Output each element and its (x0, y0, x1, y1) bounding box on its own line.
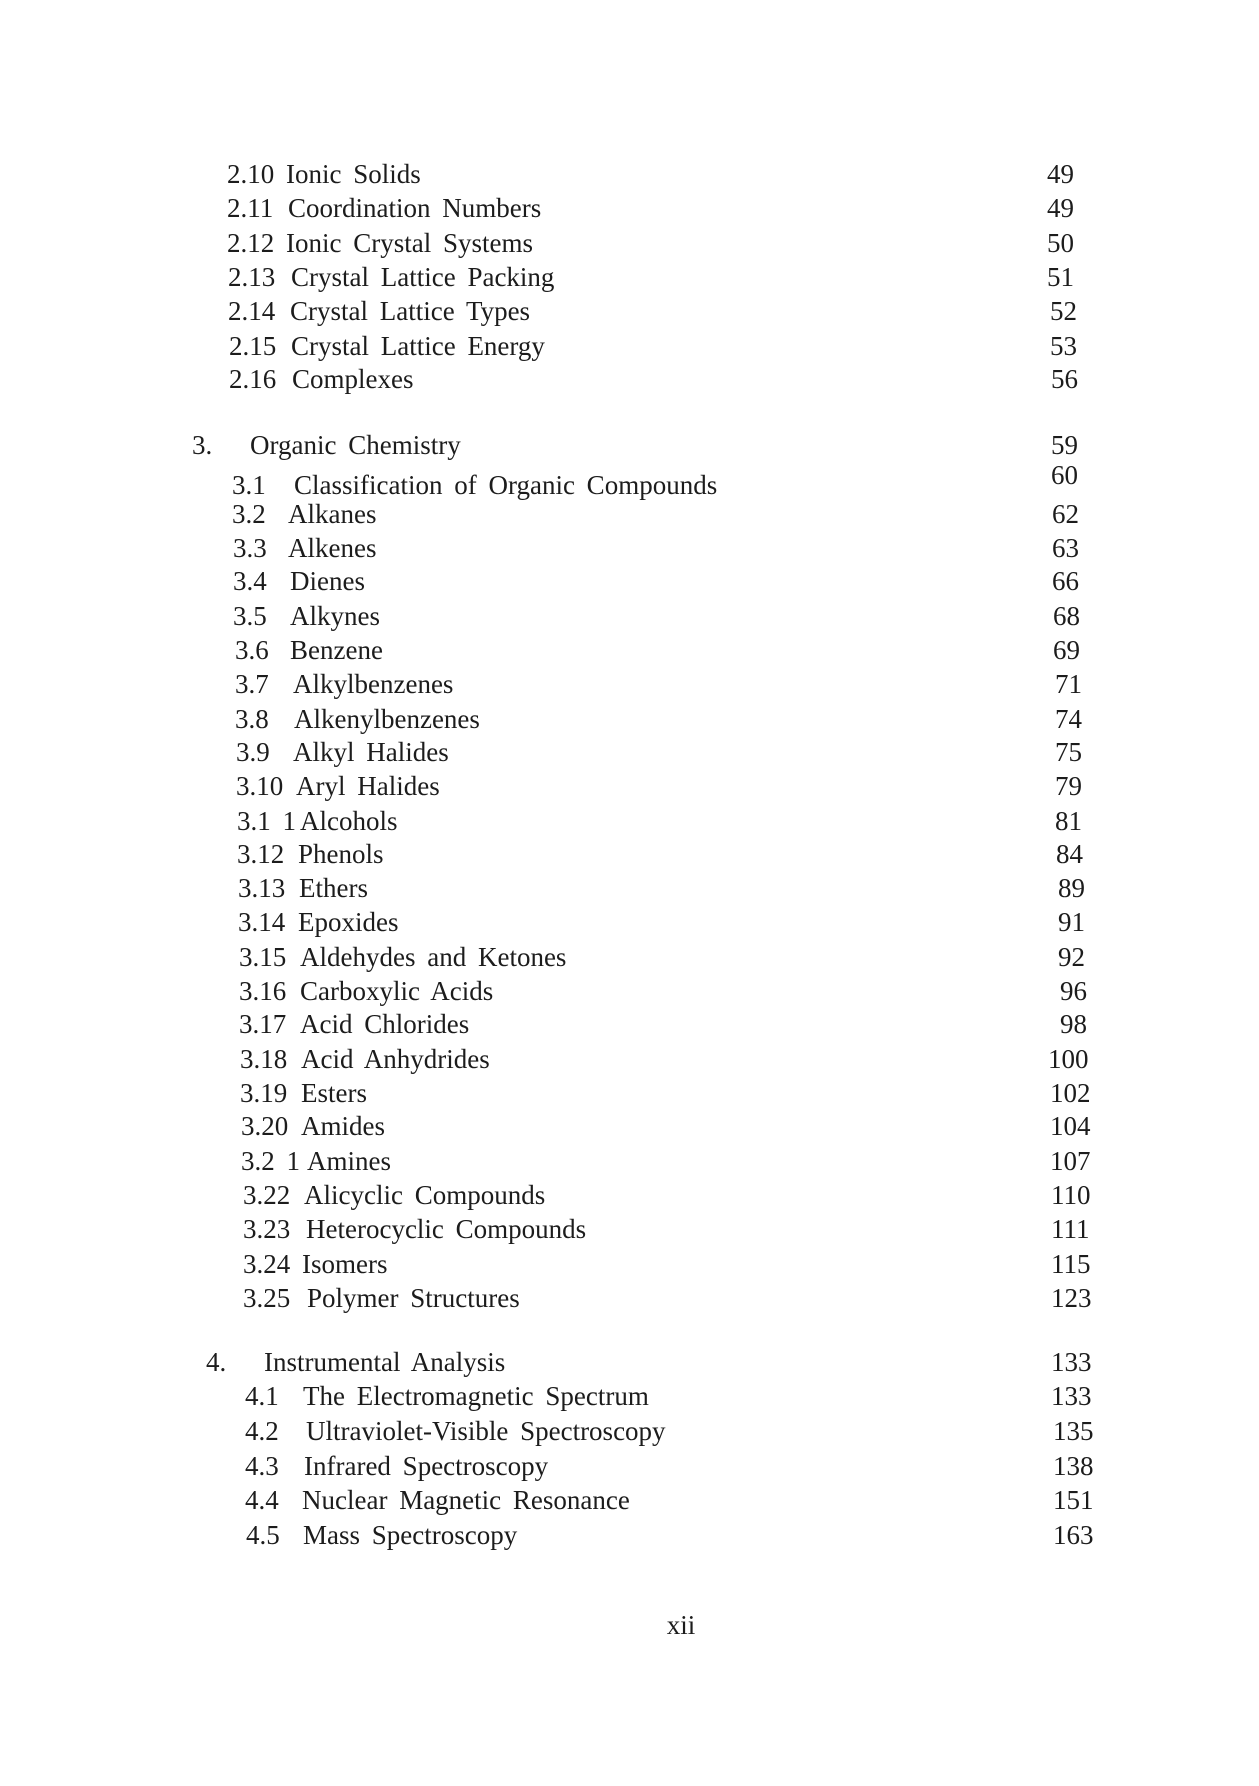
toc-entry (0, 633, 1259, 667)
page-number: 66 (1052, 566, 1079, 596)
page-number: 81 (1055, 806, 1082, 836)
section-title: Crystal Lattice Types (290, 296, 531, 326)
page-number: 92 (1058, 942, 1085, 972)
page-number: 163 (1053, 1520, 1094, 1550)
page-number: 74 (1055, 704, 1082, 734)
toc-entry (0, 564, 1259, 598)
toc-entry (0, 599, 1259, 633)
section-title: Ethers (299, 873, 368, 903)
section-number: 3.19 (240, 1078, 288, 1108)
section-number: 2.10 (227, 159, 275, 189)
page-number: 115 (1051, 1249, 1091, 1279)
section-title: Nuclear Magnetic Resonance (302, 1485, 630, 1515)
page-number: 133 (1051, 1381, 1092, 1411)
section-title: Crystal Lattice Energy (291, 331, 545, 361)
section-title: Ionic Solids (286, 159, 421, 189)
section-title: Alkylbenzenes (293, 669, 454, 699)
section-number: 2.12 (227, 228, 275, 258)
section-number: 4.5 (246, 1520, 280, 1550)
section-number: 3.14 (238, 907, 286, 937)
toc-entry (0, 1042, 1259, 1076)
toc-entry (0, 157, 1259, 191)
page-number: 102 (1050, 1078, 1091, 1108)
section-number: 4.2 (245, 1416, 279, 1446)
section-title: Esters (301, 1078, 367, 1108)
section-number: 3.3 (233, 533, 267, 563)
section-number: 3.2 1 (241, 1146, 300, 1176)
page-number: 49 (1047, 193, 1074, 223)
page-number: 84 (1056, 839, 1083, 869)
chapter-title: Instrumental Analysis (264, 1347, 506, 1377)
page-number: 60 (1051, 460, 1078, 490)
section-number: 3.9 (236, 737, 270, 767)
toc-entry (0, 329, 1259, 363)
page-number: 51 (1047, 262, 1074, 292)
section-number: 3.23 (243, 1214, 291, 1244)
section-number: 2.13 (228, 262, 276, 292)
section-title: Aryl Halides (296, 771, 440, 801)
toc-entry (0, 871, 1259, 905)
toc-entry (0, 837, 1259, 871)
section-title: Aldehydes and Ketones (300, 942, 567, 972)
toc-entry (0, 702, 1259, 736)
toc-entry (0, 1518, 1259, 1552)
section-number: 3.1 (232, 470, 266, 500)
toc-entry (0, 769, 1259, 803)
section-title: Amides (301, 1111, 385, 1141)
section-number: 4.4 (245, 1485, 279, 1515)
toc-entry (0, 1414, 1259, 1448)
section-title: Alkanes (288, 499, 377, 529)
toc-entry (0, 974, 1259, 1008)
toc-entry (0, 1281, 1259, 1315)
page-number: 96 (1060, 976, 1087, 1006)
section-number: 2.14 (228, 296, 276, 326)
toc-entry (0, 1379, 1259, 1413)
section-number: 3.13 (238, 873, 286, 903)
page-number: 138 (1053, 1451, 1094, 1481)
section-number: 3.10 (236, 771, 284, 801)
section-title: Acid Chlorides (300, 1009, 470, 1039)
section-title: Alkenylbenzenes (294, 704, 480, 734)
section-number: 4.1 (245, 1381, 279, 1411)
section-number: 3.25 (243, 1283, 291, 1313)
page-number: 133 (1051, 1347, 1092, 1377)
page-number: 62 (1052, 499, 1079, 529)
section-title: Isomers (302, 1249, 388, 1279)
toc-entry (0, 294, 1259, 328)
section-number: 2.16 (229, 364, 277, 394)
section-number: 3.16 (239, 976, 287, 1006)
toc-entry (0, 260, 1259, 294)
toc-entry (0, 940, 1259, 974)
section-number: 3.17 (239, 1009, 287, 1039)
page-number: 98 (1060, 1009, 1087, 1039)
chapter-number: 4. (206, 1347, 227, 1377)
footer-page-label: xii (666, 1610, 696, 1640)
toc-entry (0, 1076, 1259, 1110)
section-title: Complexes (292, 364, 414, 394)
section-title: Alicyclic Compounds (304, 1180, 546, 1210)
page-number: 135 (1053, 1416, 1094, 1446)
page-number: 111 (1051, 1214, 1090, 1244)
section-title: Classification of Organic Compounds (294, 470, 718, 500)
section-number: 3.4 (233, 566, 267, 596)
page-number: 69 (1053, 635, 1080, 665)
page-number: 71 (1055, 669, 1082, 699)
section-title: Mass Spectroscopy (303, 1520, 518, 1550)
section-title: Polymer Structures (307, 1283, 520, 1313)
toc-entry (0, 226, 1259, 260)
toc-entry (0, 667, 1259, 701)
page-number: 100 (1048, 1044, 1089, 1074)
section-number: 3.12 (237, 839, 285, 869)
toc-chapter-heading (0, 428, 1259, 462)
page-number: 123 (1051, 1283, 1092, 1313)
toc-entry (0, 1247, 1259, 1281)
section-number: 3.2 (232, 499, 266, 529)
chapter-title: Organic Chemistry (250, 430, 461, 460)
section-number: 3.7 (235, 669, 269, 699)
chapter-number: 3. (192, 430, 213, 460)
toc-entry (0, 362, 1259, 396)
section-number: 3.22 (243, 1180, 291, 1210)
section-number: 2.11 (227, 193, 274, 223)
section-number: 3.6 (235, 635, 269, 665)
section-title: Dienes (290, 566, 365, 596)
toc-entry (0, 1007, 1259, 1041)
page-number: 89 (1058, 873, 1085, 903)
section-number: 3.18 (240, 1044, 288, 1074)
page-number: 56 (1051, 364, 1078, 394)
toc-entry (0, 905, 1259, 939)
toc-entry (0, 531, 1259, 565)
toc-entry (0, 497, 1259, 531)
toc-entry (0, 1109, 1259, 1143)
section-title: Phenols (298, 839, 384, 869)
toc-entry (0, 1483, 1259, 1517)
section-title: Ultraviolet-Visible Spectroscopy (306, 1416, 666, 1446)
section-title: Alkyl Halides (293, 737, 449, 767)
toc-entry (0, 191, 1259, 225)
section-title: Carboxylic Acids (300, 976, 494, 1006)
toc-entry (0, 1212, 1259, 1246)
page-number: 68 (1053, 601, 1080, 631)
section-title: Alkynes (290, 601, 380, 631)
page-number: 59 (1051, 430, 1078, 460)
section-title: Alcohols (300, 806, 398, 836)
toc-entry (0, 804, 1259, 838)
section-number: 3.1 1 (237, 806, 296, 836)
section-number: 4.3 (245, 1451, 279, 1481)
section-title: Alkenes (288, 533, 377, 563)
section-title: Heterocyclic Compounds (306, 1214, 587, 1244)
section-number: 2.15 (229, 331, 277, 361)
section-title: Coordination Numbers (288, 193, 542, 223)
toc-entry (0, 735, 1259, 769)
page-number: 104 (1050, 1111, 1091, 1141)
page-number: 91 (1058, 907, 1085, 937)
section-number: 3.5 (233, 601, 267, 631)
toc-chapter-heading (0, 1345, 1259, 1379)
page-number: 52 (1050, 296, 1077, 326)
section-title: Crystal Lattice Packing (291, 262, 555, 292)
section-title: Acid Anhydrides (301, 1044, 490, 1074)
toc-entry (0, 1178, 1259, 1212)
section-title: Benzene (290, 635, 383, 665)
page-number: 79 (1055, 771, 1082, 801)
section-number: 3.8 (235, 704, 269, 734)
page-number: 107 (1050, 1146, 1091, 1176)
page-number: 50 (1047, 228, 1074, 258)
page-number: 151 (1053, 1485, 1094, 1515)
section-number: 3.24 (243, 1249, 291, 1279)
page-number: 110 (1051, 1180, 1091, 1210)
page-number: 75 (1055, 737, 1082, 767)
toc-entry (0, 1449, 1259, 1483)
toc-entry (0, 1144, 1259, 1178)
page-number: 53 (1050, 331, 1077, 361)
page-number: 49 (1047, 159, 1074, 189)
section-title: Infrared Spectroscopy (304, 1451, 549, 1481)
section-number: 3.15 (239, 942, 287, 972)
page-number: 63 (1052, 533, 1079, 563)
section-title: Amines (307, 1146, 391, 1176)
section-title: Ionic Crystal Systems (286, 228, 533, 258)
section-number: 3.20 (241, 1111, 289, 1141)
section-title: The Electromagnetic Spectrum (303, 1381, 649, 1411)
section-title: Epoxides (298, 907, 399, 937)
